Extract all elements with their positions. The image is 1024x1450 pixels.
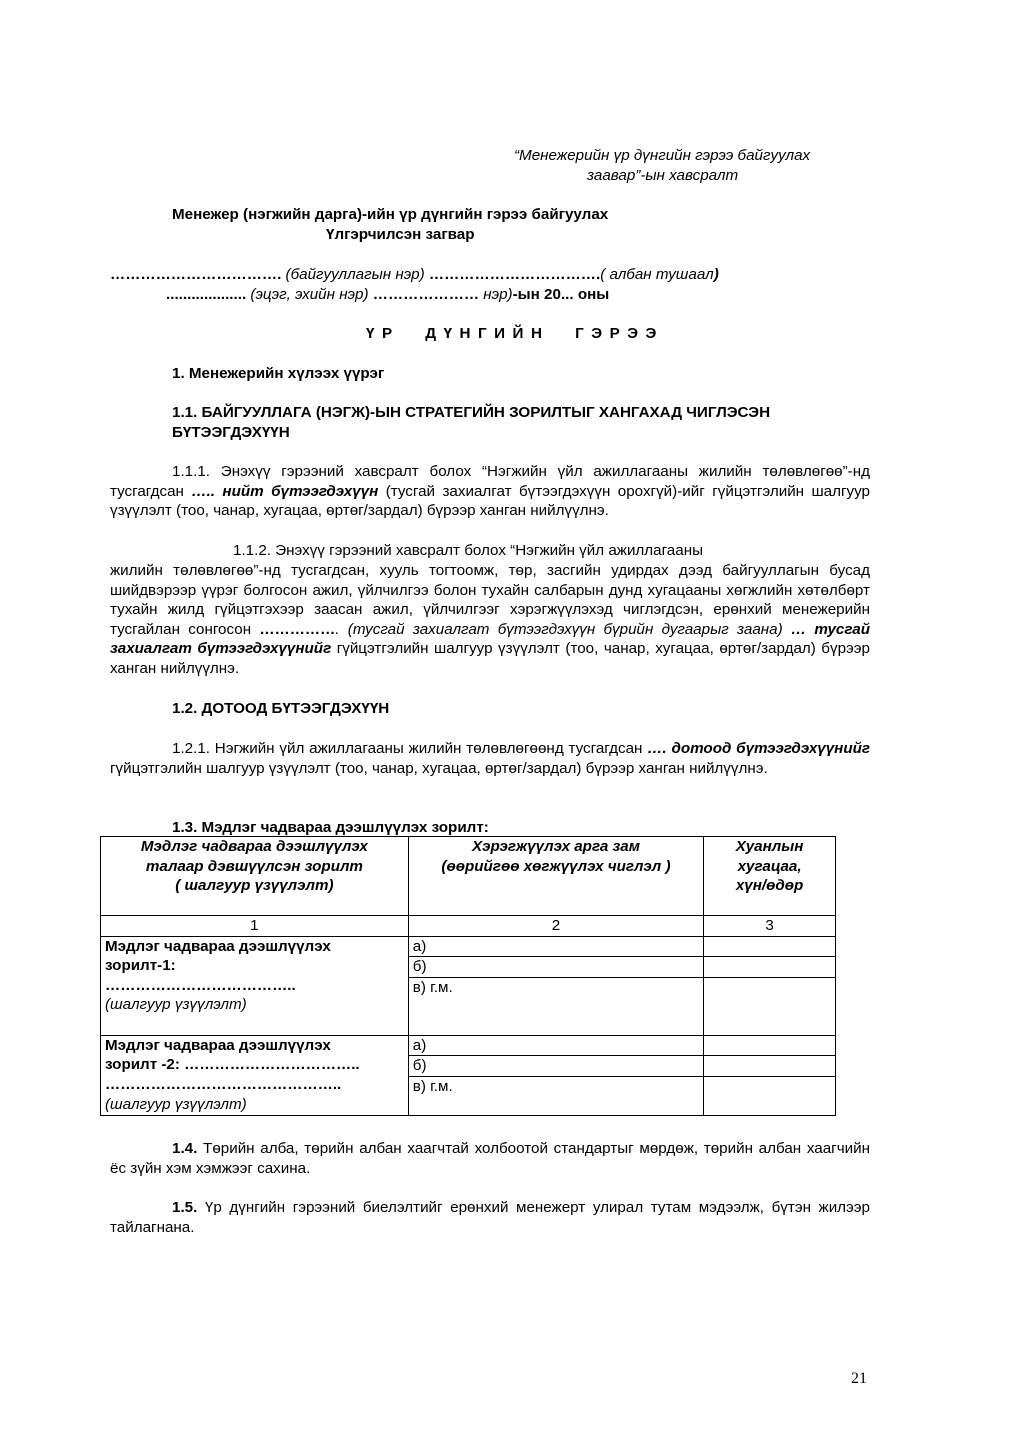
p14-text: Төрийн алба, төрийн албан хаагчтай холбоотой стандартыг мөрдөж, төрийн албан хаагчийн ёс зүйн хэм хэмжээг сахина. <box>110 1140 870 1177</box>
table-row <box>101 936 836 957</box>
method-v-cell: в) г.м. <box>408 1076 703 1115</box>
goal-2-cell <box>101 1035 409 1115</box>
goal-2-criteria: (шалгуур үзүүлэлт) <box>105 1095 247 1113</box>
section-1-title: 1. Менежерийн хүлээх үүрэг <box>172 365 385 382</box>
table-number-row <box>101 916 836 937</box>
time-cell <box>704 957 836 978</box>
p112-emph: … тусгай захиалгат бүтээгдэхүүнийг <box>110 620 871 658</box>
section-1-1-title-line2: БҮТЭЭГДЭХҮҮН <box>172 424 290 441</box>
table-row <box>101 1035 836 1056</box>
time-cell <box>704 936 836 957</box>
col-number-2: 2 <box>408 916 703 937</box>
header-method-line2: (өөрийгөө хөгжүүлэх чиглэл ) <box>441 857 671 875</box>
p121-text: гүйцэтгэлийн шалгуур үзүүлэлт (тоо, чанар, хугацаа, өртөг/зардал) бүрээр ханган нийлүүлнэ. <box>110 759 768 777</box>
p121-text: 1.2.1. Нэгжийн үйл ажиллагааны жилийн төлөвлөгөөнд тусгагдсан <box>172 740 648 757</box>
parties-dots: ……………………………. <box>428 266 601 283</box>
p14-number: 1.4. <box>172 1140 198 1157</box>
paragraph-1-1-1 <box>110 462 870 521</box>
header-method-line1: Хэрэгжүүлэх арга зам <box>471 838 640 855</box>
col-number-3: 3 <box>704 916 836 937</box>
time-cell <box>704 1035 836 1056</box>
position-placeholder: ( албан тушаал <box>600 266 714 283</box>
header-goal-line3: ( шалгуур үзүүлэлт) <box>175 877 334 895</box>
parties-line2 <box>166 285 609 305</box>
method-a-cell: а) <box>408 936 703 957</box>
header-time <box>704 837 836 916</box>
p112-text: гүйцэтгэлийн шалгуур үзүүлэлт (тоо, чанар, хугацаа, өртөг/зардал) бүрээр ханган нийлүүлнэ. <box>110 640 870 677</box>
doc-title-line1: Менежер (нэгжийн дарга)-ийн үр дүнгийн гэрээ байгуулах <box>172 206 609 223</box>
header-time-line2: хугацаа, <box>737 857 802 875</box>
p112-italic: . (тусгай захиалгат бүтээгдэхүүн бүрийн дугаарыг заана) <box>335 620 791 638</box>
parties-line1 <box>110 265 719 285</box>
table-header-row <box>101 837 836 916</box>
header-goal <box>101 837 409 916</box>
header-time-line1: Хуанлын <box>735 838 804 855</box>
header-goal-line1: Мэдлэг чадвараа дээшлүүлэх <box>140 838 368 855</box>
time-cell <box>704 977 836 1035</box>
paragraph-1-1-2 <box>110 561 870 679</box>
paragraph-1-4 <box>110 1139 870 1178</box>
goal-1-cell <box>101 936 409 1035</box>
date-text: -ын 20... оны <box>512 286 610 303</box>
surname-placeholder: (эцэг, эхийн нэр) <box>246 286 373 303</box>
col-number-1: 1 <box>101 916 409 937</box>
paragraph-1-2-1 <box>110 739 870 778</box>
contract-title: ҮР ДҮНГИЙН ГЭРЭЭ <box>366 325 664 342</box>
paragraph-1-5 <box>110 1198 870 1237</box>
header-goal-line2: талаар дэвшүүлсэн зорилт <box>145 857 363 875</box>
goal-2-line2: зорилт -2: …………………………….. <box>105 1056 360 1074</box>
page-number: 21 <box>851 1370 867 1387</box>
parties-dots: ................... <box>166 286 247 303</box>
goal-2-dots: ……………………………………….. <box>105 1075 342 1093</box>
method-b-cell: б) <box>408 1056 703 1077</box>
section-1-1-title-line1: 1.1. БАЙГУУЛЛАГА (НЭГЖ)-ЫН СТРАТЕГИЙН ЗОРИЛТЫГ ХАНГАХАД ЧИГЛЭСЭН <box>172 404 771 421</box>
method-v-cell: в) г.м. <box>408 977 703 1035</box>
method-b-cell: б) <box>408 957 703 978</box>
p121-emph: …. дотоод бүтээгдэхүүнийг <box>647 740 870 757</box>
p15-number: 1.5. <box>172 1199 198 1216</box>
p111-emph: ….. нийт бүтээгдэхүүн <box>191 482 379 500</box>
paragraph-1-1-2-first: 1.1.2. Энэхүү гэрээний хавсралт болох “Нэгжийн үйл ажиллагааны <box>233 542 704 559</box>
time-cell <box>704 1056 836 1077</box>
p111-text: 1.1.1. Энэхүү гэрээний хавсралт болох “Нэгжийн үйл ажиллагааны жилийн төлөвлөгөө”-нд тусгагдсан <box>110 463 870 500</box>
parties-dots: ……………………………. <box>110 266 282 283</box>
goal-1-criteria: (шалгуур үзүүлэлт) <box>105 996 247 1014</box>
method-a-cell: а) <box>408 1035 703 1056</box>
p112-dots: …………… <box>259 620 336 638</box>
header-note-line2: заавар”-ын хавсралт <box>587 167 739 184</box>
p112-text: жилийн төлөвлөгөө”-нд тусгагдсан, хууль тогтоомж, төр, засгийн удирдах дээд байгууллагын бусад шийдвэрээр үүрэг болгосон ажил, үйлчилгээ болон тухайн салбарын дунд хугацааны хөгжлийн хөтөлбөрт тухайн жилд гүйцэтгэхээр заасан ажил, үйлчилгээг хэрэгжүүлэхэд чиглэгдсэн, ерөнхий менежерийн тусгайлан сонгосон <box>110 562 870 638</box>
doc-title-line2: Үлгэрчилсэн загвар <box>326 226 475 243</box>
goal-1-line1: Мэдлэг чадвараа дээшлүүлэх <box>105 937 331 955</box>
p15-text: Үр дүнгийн гэрээний биелэлтийг ерөнхий менежерт улирал тутам мэдээлж, бүтэн жилээр тайлагнана. <box>110 1199 870 1236</box>
org-name-placeholder: (байгууллагын нэр) <box>281 266 429 283</box>
header-method <box>408 837 703 916</box>
name-placeholder: нэр) <box>479 286 513 303</box>
goal-1-line2: зорилт-1: <box>105 957 176 975</box>
section-1-2-title: 1.2. ДОТООД БҮТЭЭГДЭХҮҮН <box>172 700 390 717</box>
goal-1-dots: ……………………………….. <box>105 976 296 994</box>
goal-2-line1: Мэдлэг чадвараа дээшлүүлэх <box>105 1036 331 1054</box>
p111-text: (тусгай захиалгат бүтээгдэхүүн орохгүй)-ийг гүйцэтгэлийн шалгуур үзүүлэлт (тоо, чанар, хугацаа, өртөг/зардал) бүрээр ханган нийлүүлнэ. <box>110 482 870 520</box>
parties-dots: ………………… <box>372 286 480 303</box>
knowledge-goals-table <box>100 836 836 1116</box>
time-cell <box>704 1076 836 1115</box>
header-time-line3: хүн/өдөр <box>735 877 804 895</box>
header-note-line1: “Менежерийн үр дүнгийн гэрээ байгуулах <box>514 147 811 164</box>
section-1-3-title: 1.3. Мэдлэг чадвараа дээшлүүлэх зорилт: <box>172 819 489 836</box>
paren: ) <box>713 266 719 283</box>
